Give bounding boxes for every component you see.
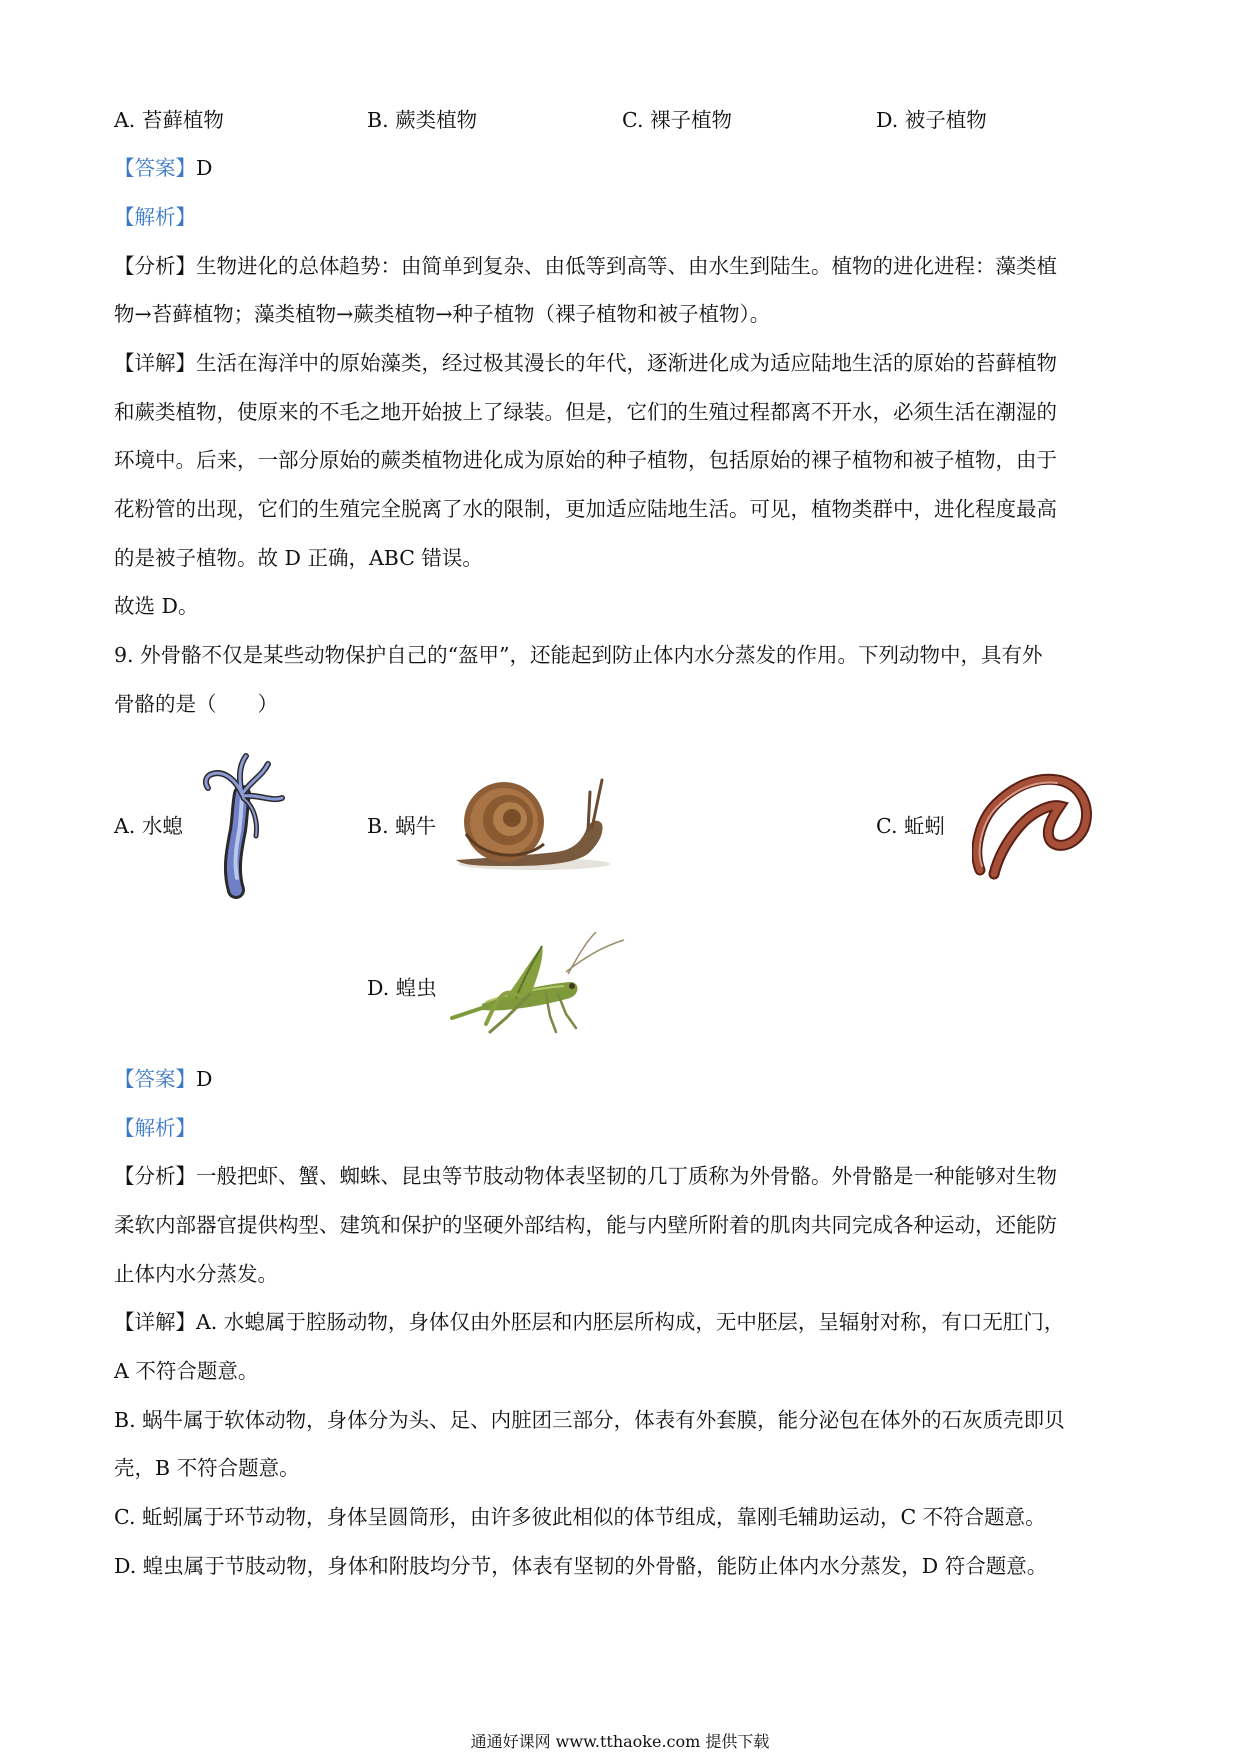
page-footer: 通通好课网 www.tthaoke.com 提供下载 bbox=[470, 1732, 770, 1751]
q8-xiangjie-line: 【详解】生活在海洋中的原始藻类，经过极其漫长的年代，逐渐进化成为适应陆地生活的原始的苔藓植物 bbox=[114, 351, 1057, 375]
q8-answer: 【答案】D bbox=[114, 156, 213, 180]
q8-option-d: D. 被子植物 bbox=[876, 108, 987, 132]
q9-stem-line: 9. 外骨骼不仅是某些动物保护自己的“盔甲”，还能起到防止体内水分蒸发的作用。下列动物中，具有外 bbox=[114, 643, 1043, 667]
q9-answer: 【答案】D bbox=[114, 1067, 213, 1091]
xiangjie-tag: 【详解】 bbox=[114, 1310, 196, 1334]
fenxi-tag: 【分析】 bbox=[114, 254, 196, 278]
analysis-tag: 【解析】 bbox=[114, 1116, 196, 1140]
q8-fenxi-line: 【分析】生物进化的总体趋势：由简单到复杂、由低等到高等、由水生到陆生。植物的进化进程：藻类植 bbox=[114, 254, 1057, 278]
q9-xiangjie-line: D. 蝗虫属于节肢动物，身体和附肢均分节，体表有坚韧的外骨骼，能防止体内水分蒸发，D 符合题意。 bbox=[114, 1554, 1048, 1578]
grasshopper-image bbox=[446, 932, 626, 1042]
q8-xiangjie-line: 的是被子植物。故 D 正确，ABC 错误。 bbox=[114, 546, 483, 570]
q9-xiangjie-line: 壳，B 不符合题意。 bbox=[114, 1456, 300, 1480]
q9-analysis-heading bbox=[114, 1114, 196, 1142]
analysis-tag: 【解析】 bbox=[114, 205, 196, 229]
q8-xiangjie-line: 花粉管的出现，它们的生殖完全脱离了水的限制，更加适应陆地生活。可见，植物类群中，进化程度最高 bbox=[114, 497, 1057, 521]
earthworm-image bbox=[972, 770, 1098, 880]
q9-option-d: D. 蝗虫 bbox=[367, 976, 437, 1000]
q8-analysis-heading bbox=[114, 203, 196, 231]
fenxi-tag: 【分析】 bbox=[114, 1164, 196, 1188]
q8-fenxi-line: 物→苔藓植物；藻类植物→蕨类植物→种子植物（裸子植物和被子植物）。 bbox=[114, 302, 771, 326]
q9-xiangjie-line: 【详解】A. 水螅属于腔肠动物，身体仅由外胚层和内胚层所构成，无中胚层，呈辐射对称，有口无肛门， bbox=[114, 1310, 1065, 1334]
snail-image bbox=[452, 778, 612, 874]
q8-conclusion: 故选 D。 bbox=[114, 594, 199, 618]
q8-option-b: B. 蕨类植物 bbox=[367, 108, 478, 132]
answer-tag: 【答案】 bbox=[114, 156, 196, 180]
q8-xiangjie-line: 环境中。后来，一部分原始的蕨类植物进化成为原始的种子植物，包括原始的裸子植物和被子植物，由于 bbox=[114, 448, 1057, 472]
q9-fenxi-line: 止体内水分蒸发。 bbox=[114, 1262, 278, 1286]
q9-fenxi-line: 柔软内部器官提供构型、建筑和保护的坚硬外部结构，能与内壁所附着的肌肉共同完成各种运动，还能防 bbox=[114, 1213, 1057, 1237]
q9-option-a: A. 水螅 bbox=[114, 814, 183, 838]
xiangjie-tag: 【详解】 bbox=[114, 351, 196, 375]
q9-xiangjie-line: B. 蜗牛属于软体动物，身体分为头、足、内脏团三部分，体表有外套膜，能分泌包在体外的石灰质壳即贝 bbox=[114, 1408, 1065, 1432]
q9-stem-line: 骨骼的是（ ） bbox=[114, 692, 278, 716]
q9-xiangjie-line: A 不符合题意。 bbox=[114, 1359, 259, 1383]
q9-fenxi-line: 【分析】一般把虾、蟹、蜘蛛、昆虫等节肢动物体表坚韧的几丁质称为外骨骼。外骨骼是一种能够对生物 bbox=[114, 1164, 1057, 1188]
q9-option-c: C. 蚯蚓 bbox=[876, 814, 946, 838]
q8-option-c: C. 裸子植物 bbox=[622, 108, 733, 132]
q9-xiangjie-line: C. 蚯蚓属于环节动物，身体呈圆筒形，由许多彼此相似的体节组成，靠刚毛辅助运动，C 不符合题意。 bbox=[114, 1505, 1046, 1529]
q9-option-b: B. 蜗牛 bbox=[367, 814, 437, 838]
hydra-image bbox=[196, 750, 288, 900]
q8-xiangjie-line: 和蕨类植物，使原来的不毛之地开始披上了绿装。但是，它们的生殖过程都离不开水，必须生活在潮湿的 bbox=[114, 400, 1057, 424]
answer-tag: 【答案】 bbox=[114, 1067, 196, 1091]
q8-option-a: A. 苔藓植物 bbox=[114, 108, 224, 132]
